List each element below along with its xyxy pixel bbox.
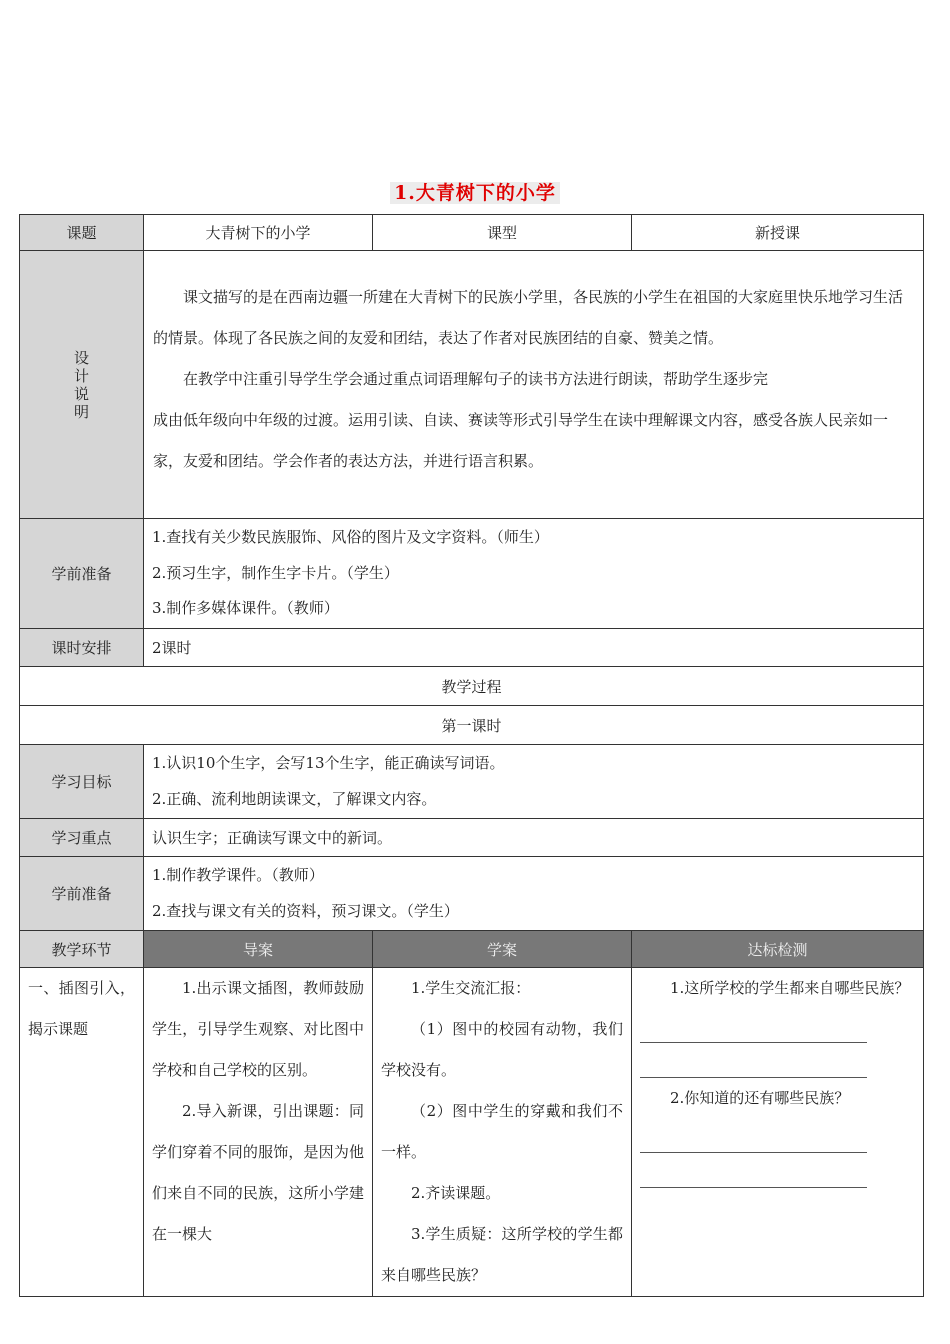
design-row xyxy=(20,251,924,519)
guide-paragraph: 2.导入新课，引出课题：同学们穿着不同的服饰，是因为他们来自不同的民族，这所小学建在一棵大 xyxy=(152,1102,364,1243)
focus-row xyxy=(20,819,924,857)
lesson-heading: 第一课时 xyxy=(20,706,924,745)
prep2-item: 1.制作教学课件。（教师） xyxy=(152,866,324,884)
goals-row xyxy=(20,745,924,819)
focus-value: 认识生字；正确读写课文中的新词。 xyxy=(144,819,924,857)
guide-paragraph: 1.出示课文插图，教师鼓励学生，引导学生观察、对比图中学校和自己学校的区别。 xyxy=(152,979,364,1079)
prep2-label: 学前准备 xyxy=(20,857,144,931)
prep-list xyxy=(144,519,924,629)
design-paragraph-2-line-1: 在教学中注重引导学生学会通过重点词语理解句子的读书方法进行朗读，帮助学生逐步完 xyxy=(183,370,769,388)
design-text xyxy=(144,251,924,519)
topic-value: 大青树下的小学 xyxy=(144,215,373,251)
design-label: 设 计 说 明 xyxy=(20,251,144,519)
goals-label: 学习目标 xyxy=(20,745,144,819)
prep2-row xyxy=(20,857,924,931)
schedule-value: 2课时 xyxy=(144,629,924,667)
prep2-item: 2.查找与课文有关的资料，预习课文。（学生） xyxy=(152,901,459,920)
step1-study xyxy=(373,968,632,1297)
prep2-list xyxy=(144,857,924,931)
check-column-header: 达标检测 xyxy=(632,931,924,968)
design-paragraph-2-line-2: 成由低年级向中年级的过渡。运用引读、自读、赛读等形式引导学生在读中理解课文内容，感受各族人民亲如一家，友爱和团结。学会作者的表达方法，并进行语言积累。 xyxy=(153,411,889,470)
study-paragraph: 2.齐读课题。 xyxy=(411,1184,501,1202)
study-paragraph: 3.学生质疑：这所学校的学生都来自哪些民族？ xyxy=(381,1225,623,1284)
check-question: 1.这所学校的学生都来自哪些民族？ xyxy=(670,979,910,997)
study-paragraph: （2）图中学生的穿戴和我们不一样。 xyxy=(381,1102,623,1161)
step1-check xyxy=(632,968,924,1297)
goal-item: 1.认识10个生字，会写13个生字，能正确读写词语。 xyxy=(152,754,505,772)
lesson-heading-row xyxy=(20,706,924,745)
step1-stage: 一、插图引入，揭示课题 xyxy=(20,968,144,1297)
page-title: 1.大青树下的小学 xyxy=(0,178,950,205)
prep-row xyxy=(20,519,924,629)
goals-list xyxy=(144,745,924,819)
step1-row xyxy=(20,968,924,1297)
study-paragraph: （1）图中的校园有动物，我们学校没有。 xyxy=(381,1020,623,1079)
lesson-plan-table xyxy=(19,214,924,1297)
header-row xyxy=(20,215,924,251)
step1-guide xyxy=(144,968,373,1297)
prep-item: 1.查找有关少数民族服饰、风俗的图片及文字资料。（师生） xyxy=(152,528,549,547)
process-heading-row xyxy=(20,667,924,706)
answer-blank[interactable] xyxy=(640,1152,867,1153)
stage-column-header: 教学环节 xyxy=(20,931,144,968)
guide-column-header: 导案 xyxy=(144,931,373,968)
answer-blank[interactable] xyxy=(640,1042,867,1043)
goal-item: 2.正确、流利地朗读课文，了解课文内容。 xyxy=(152,789,437,808)
type-value: 新授课 xyxy=(632,215,924,251)
prep-label: 学前准备 xyxy=(20,519,144,629)
answer-blank[interactable] xyxy=(640,1187,867,1188)
type-label: 课型 xyxy=(373,215,632,251)
focus-label: 学习重点 xyxy=(20,819,144,857)
schedule-row xyxy=(20,629,924,667)
study-paragraph: 1.学生交流汇报： xyxy=(411,979,531,997)
design-paragraph-1: 课文描写的是在西南边疆一所建在大青树下的民族小学里，各民族的小学生在祖国的大家庭里快乐地学习生活的情景。体现了各民族之间的友爱和团结，表达了作者对民族团结的自豪、赞美之情。 xyxy=(153,288,904,347)
schedule-label: 课时安排 xyxy=(20,629,144,667)
topic-label: 课题 xyxy=(20,215,144,251)
prep-item: 3.制作多媒体课件。（教师） xyxy=(152,599,339,618)
study-column-header: 学案 xyxy=(373,931,632,968)
process-heading: 教学过程 xyxy=(20,667,924,706)
columns-header-row xyxy=(20,931,924,968)
prep-item: 2.预习生字，制作生字卡片。（学生） xyxy=(152,563,399,582)
check-question: 2.你知道的还有哪些民族？ xyxy=(670,1089,850,1107)
